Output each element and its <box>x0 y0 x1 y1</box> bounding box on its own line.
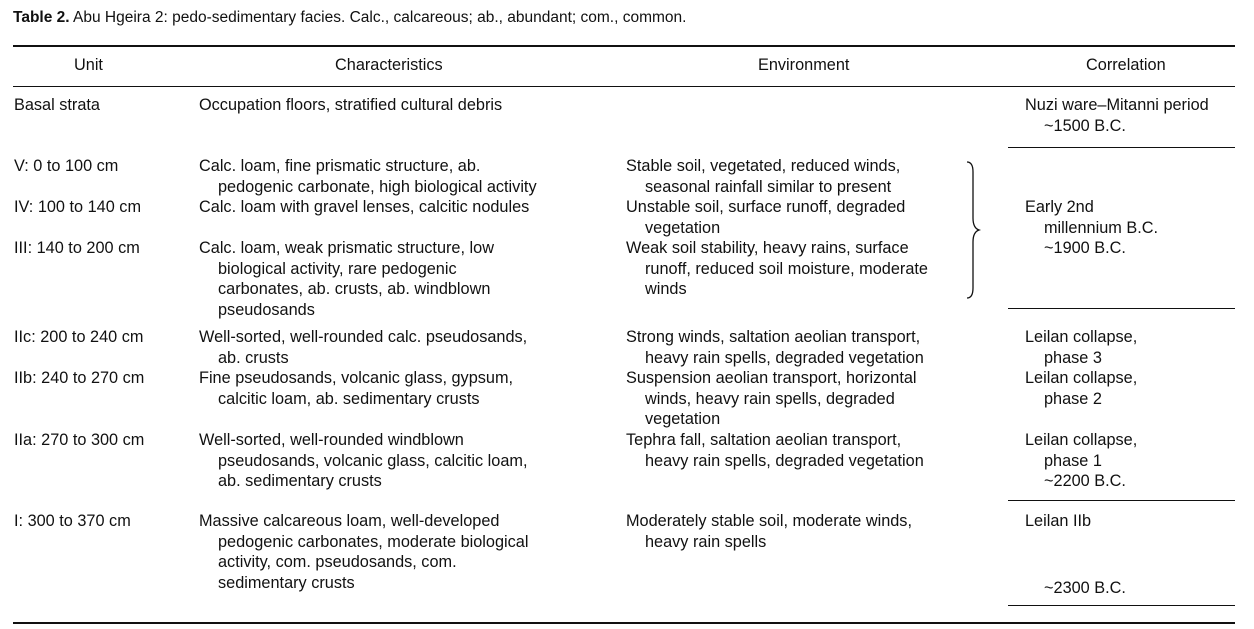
row-environment <box>626 327 924 368</box>
header-rule <box>13 86 1235 87</box>
correlation-rule-1 <box>1008 147 1235 148</box>
char-line: Massive calcareous loam, well-developed <box>199 512 500 530</box>
corr-line: Leilan collapse, <box>1025 431 1138 449</box>
char-line: calcitic loam, ab. sedimentary crusts <box>218 389 480 408</box>
correlation-rule-2 <box>1008 308 1235 309</box>
row-correlation <box>1025 95 1209 136</box>
env-line: Strong winds, saltation aeolian transport, <box>626 328 921 346</box>
char-line: Calc. loam with gravel lenses, calcitic nodules <box>199 198 530 216</box>
char-line: activity, com. pseudosands, com. <box>218 553 457 571</box>
env-line: Tephra fall, saltation aeolian transport, <box>626 431 902 449</box>
row-unit: Basal strata <box>14 96 100 114</box>
row-characteristics <box>199 95 502 116</box>
row-characteristics <box>199 511 528 593</box>
char-line: Well-sorted, well-rounded calc. pseudosands, <box>199 328 528 346</box>
grouping-brace <box>964 160 984 300</box>
corr-line: phase 2 <box>1044 389 1102 408</box>
row-characteristics <box>199 430 528 492</box>
char-line: Calc. loam, fine prismatic structure, ab. <box>199 157 481 175</box>
corr-line: Nuzi ware–Mitanni period <box>1025 96 1209 114</box>
header-environment: Environment <box>758 56 850 74</box>
row-correlation <box>1025 368 1137 409</box>
row-unit: IIa: 270 to 300 cm <box>14 431 145 449</box>
env-line: vegetation <box>645 218 721 237</box>
env-line: winds <box>645 280 687 298</box>
caption-text: Abu Hgeira 2: pedo-sedimentary facies. Calc., calcareous; ab., abundant; com., common. <box>73 9 687 26</box>
char-line: pedogenic carbonate, high biological activity <box>218 177 537 196</box>
corr-line: Leilan collapse, <box>1025 369 1138 387</box>
env-line: vegetation <box>645 410 721 428</box>
row-unit: IV: 100 to 140 cm <box>14 198 142 216</box>
row-unit: IIc: 200 to 240 cm <box>14 328 144 346</box>
char-line: Fine pseudosands, volcanic glass, gypsum, <box>199 369 514 387</box>
row-characteristics <box>199 368 513 409</box>
correlation-rule-4 <box>1008 605 1235 606</box>
char-line: Calc. loam, weak prismatic structure, low <box>199 239 494 257</box>
env-line: heavy rain spells <box>645 532 767 551</box>
row-characteristics <box>199 238 494 320</box>
env-line: heavy rain spells, degraded vegetation <box>645 451 924 470</box>
char-line: pseudosands, volcanic glass, calcitic loam, <box>218 451 528 470</box>
row-unit: I: 300 to 370 cm <box>14 512 131 530</box>
corr-line: ~1500 B.C. <box>1044 116 1126 135</box>
char-line: Well-sorted, well-rounded windblown <box>199 431 464 449</box>
row-characteristics <box>199 327 527 368</box>
row-environment <box>626 238 928 300</box>
corr-line: phase 3 <box>1044 348 1102 367</box>
char-line: carbonates, ab. crusts, ab. windblown <box>218 280 491 298</box>
row-characteristics <box>199 197 529 218</box>
row-characteristics <box>199 156 537 197</box>
env-line: runoff, reduced soil moisture, moderate <box>645 259 928 278</box>
corr-line: millennium B.C. <box>1044 218 1159 237</box>
top-rule <box>13 45 1235 47</box>
row-correlation-date <box>1025 578 1126 599</box>
corr-line: Early 2nd <box>1025 198 1094 216</box>
correlation-rule-3 <box>1008 500 1235 501</box>
corr-line: ~2300 B.C. <box>1044 579 1126 597</box>
char-line: ab. sedimentary crusts <box>218 472 382 490</box>
env-line: Unstable soil, surface runoff, degraded <box>626 198 906 216</box>
row-environment <box>626 156 900 197</box>
row-environment <box>626 368 917 430</box>
row-correlation <box>1025 511 1091 532</box>
header-characteristics: Characteristics <box>335 56 443 74</box>
row-unit: V: 0 to 100 cm <box>14 157 119 175</box>
corr-line: Leilan collapse, <box>1025 328 1138 346</box>
corr-line: ~1900 B.C. <box>1044 239 1126 257</box>
header-unit: Unit <box>74 56 103 74</box>
char-line: Occupation floors, stratified cultural debris <box>199 96 503 114</box>
char-line: pseudosands <box>218 300 315 319</box>
row-unit: III: 140 to 200 cm <box>14 239 140 257</box>
corr-line: Leilan IIb <box>1025 512 1092 530</box>
bottom-rule <box>13 622 1235 624</box>
env-line: Stable soil, vegetated, reduced winds, <box>626 157 901 175</box>
corr-line: phase 1 <box>1044 451 1102 470</box>
env-line: Weak soil stability, heavy rains, surface <box>626 239 909 257</box>
row-environment <box>626 197 905 238</box>
row-correlation <box>1025 430 1137 492</box>
char-line: sedimentary crusts <box>218 573 355 592</box>
row-correlation <box>1025 197 1158 259</box>
env-line: Moderately stable soil, moderate winds, <box>626 512 912 530</box>
row-unit: IIb: 240 to 270 cm <box>14 369 145 387</box>
row-correlation <box>1025 327 1137 368</box>
env-line: seasonal rainfall similar to present <box>645 177 892 196</box>
row-environment <box>626 430 924 471</box>
env-line: Suspension aeolian transport, horizontal <box>626 369 917 387</box>
char-line: pedogenic carbonates, moderate biological <box>218 532 529 551</box>
char-line: ab. crusts <box>218 348 289 367</box>
caption-label: Table 2. <box>13 9 70 26</box>
header-correlation: Correlation <box>1086 56 1166 74</box>
row-environment <box>626 511 912 552</box>
corr-line: ~2200 B.C. <box>1044 472 1126 490</box>
char-line: biological activity, rare pedogenic <box>218 259 457 278</box>
table-caption <box>13 9 686 27</box>
env-line: winds, heavy rain spells, degraded <box>645 389 895 408</box>
env-line: heavy rain spells, degraded vegetation <box>645 348 924 367</box>
